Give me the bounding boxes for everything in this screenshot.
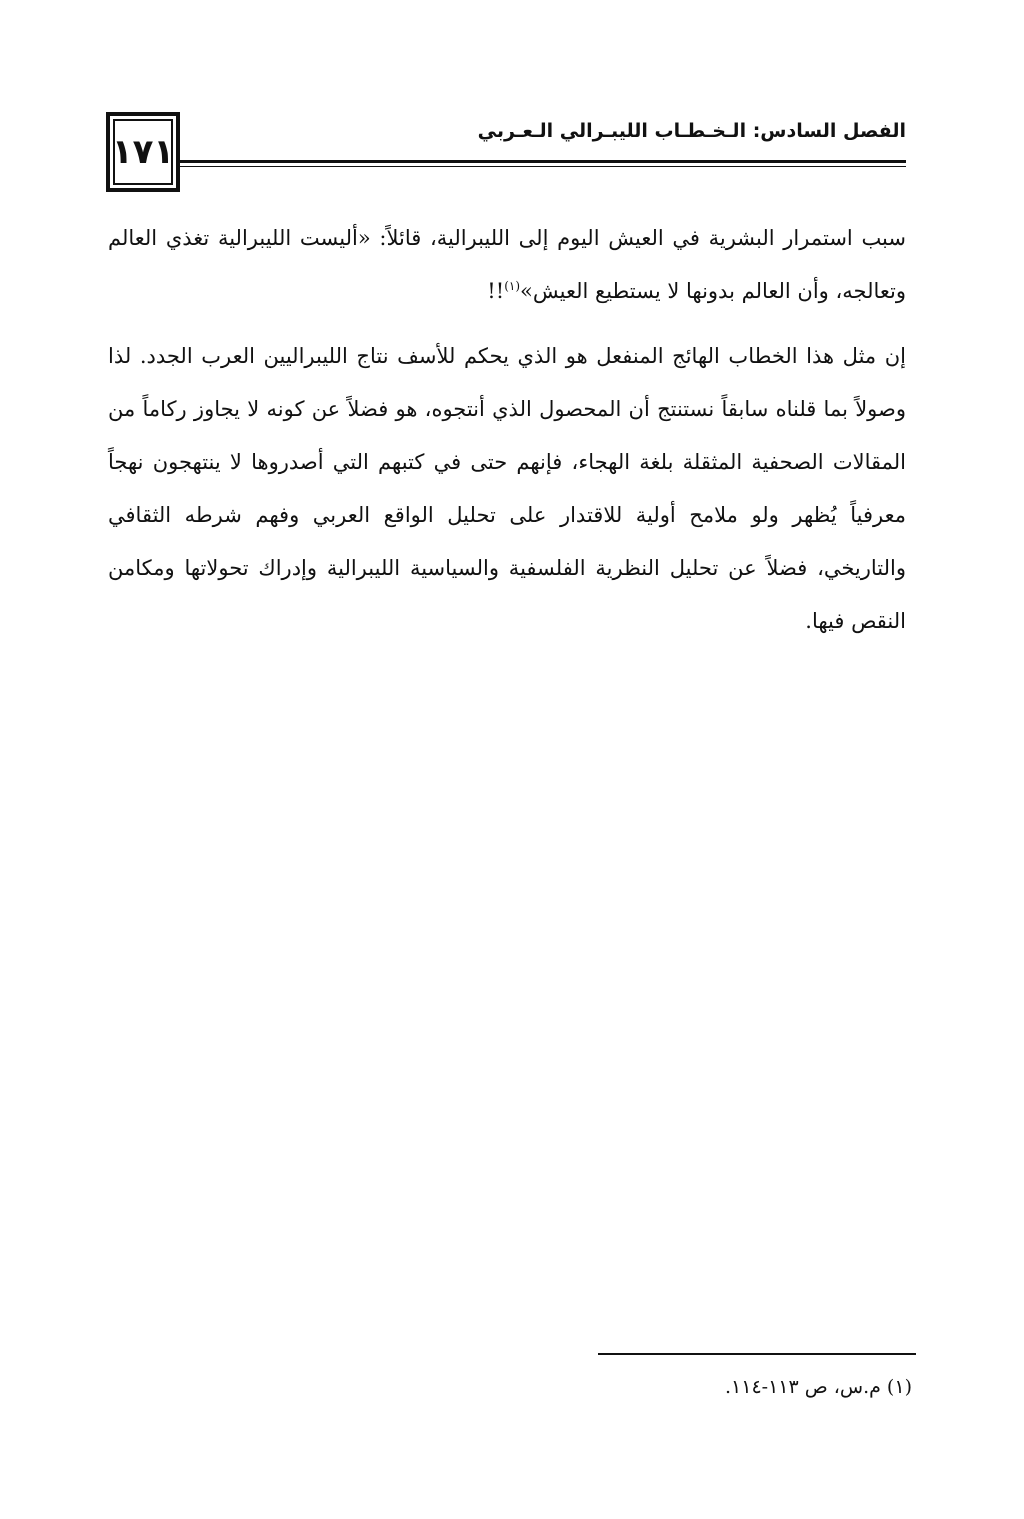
footnote-separator	[598, 1353, 916, 1355]
page-number: ١٧١	[111, 132, 175, 172]
footnote-reference: (١)	[504, 279, 521, 293]
paragraph-1	[108, 212, 906, 318]
chapter-header-title: الفصل السادس: الـخـطـاب الليبـرالي الـعـربي	[477, 120, 906, 142]
page-number-box	[106, 112, 180, 192]
paragraph-1-text: سبب استمرار البشرية في العيش اليوم إلى الليبرالية، قائلاً: «أليست الليبرالية تغذي العالم وتعالجه، وأن العالم بدونها لا يستطيع العيش»	[108, 226, 906, 303]
body-text	[108, 212, 906, 648]
paragraph-2: إن مثل هذا الخطاب الهائج المنفعل هو الذي يحكم للأسف نتاج الليبراليين العرب الجدد. لذا وصولاً بما قلناه سابقاً نستنتج أن المحصول الذي أنتجوه، هو فضلاً عن كونه لا يجاوز ركاماً من المقالات الصحفية المثقلة بلغة الهجاء، فإنهم حتى في كتبهم التي أصدروها لا ينتهجون نهجاً معرفياً يُظهر ولو ملامح أولية للاقتدار على تحليل الواقع العربي وفهم شرطه الثقافي والتاريخي، فضلاً عن تحليل النظرية الفلسفية والسياسية الليبرالية وإدراك تحولاتها ومكامن النقص فيها.	[108, 344, 906, 633]
header-rule-thin	[180, 166, 906, 167]
footnote: (١) م.س، ص ١١٣-١١٤.	[725, 1376, 912, 1398]
header-rule	[180, 160, 906, 163]
paragraph-1-tail: !!	[487, 279, 505, 303]
